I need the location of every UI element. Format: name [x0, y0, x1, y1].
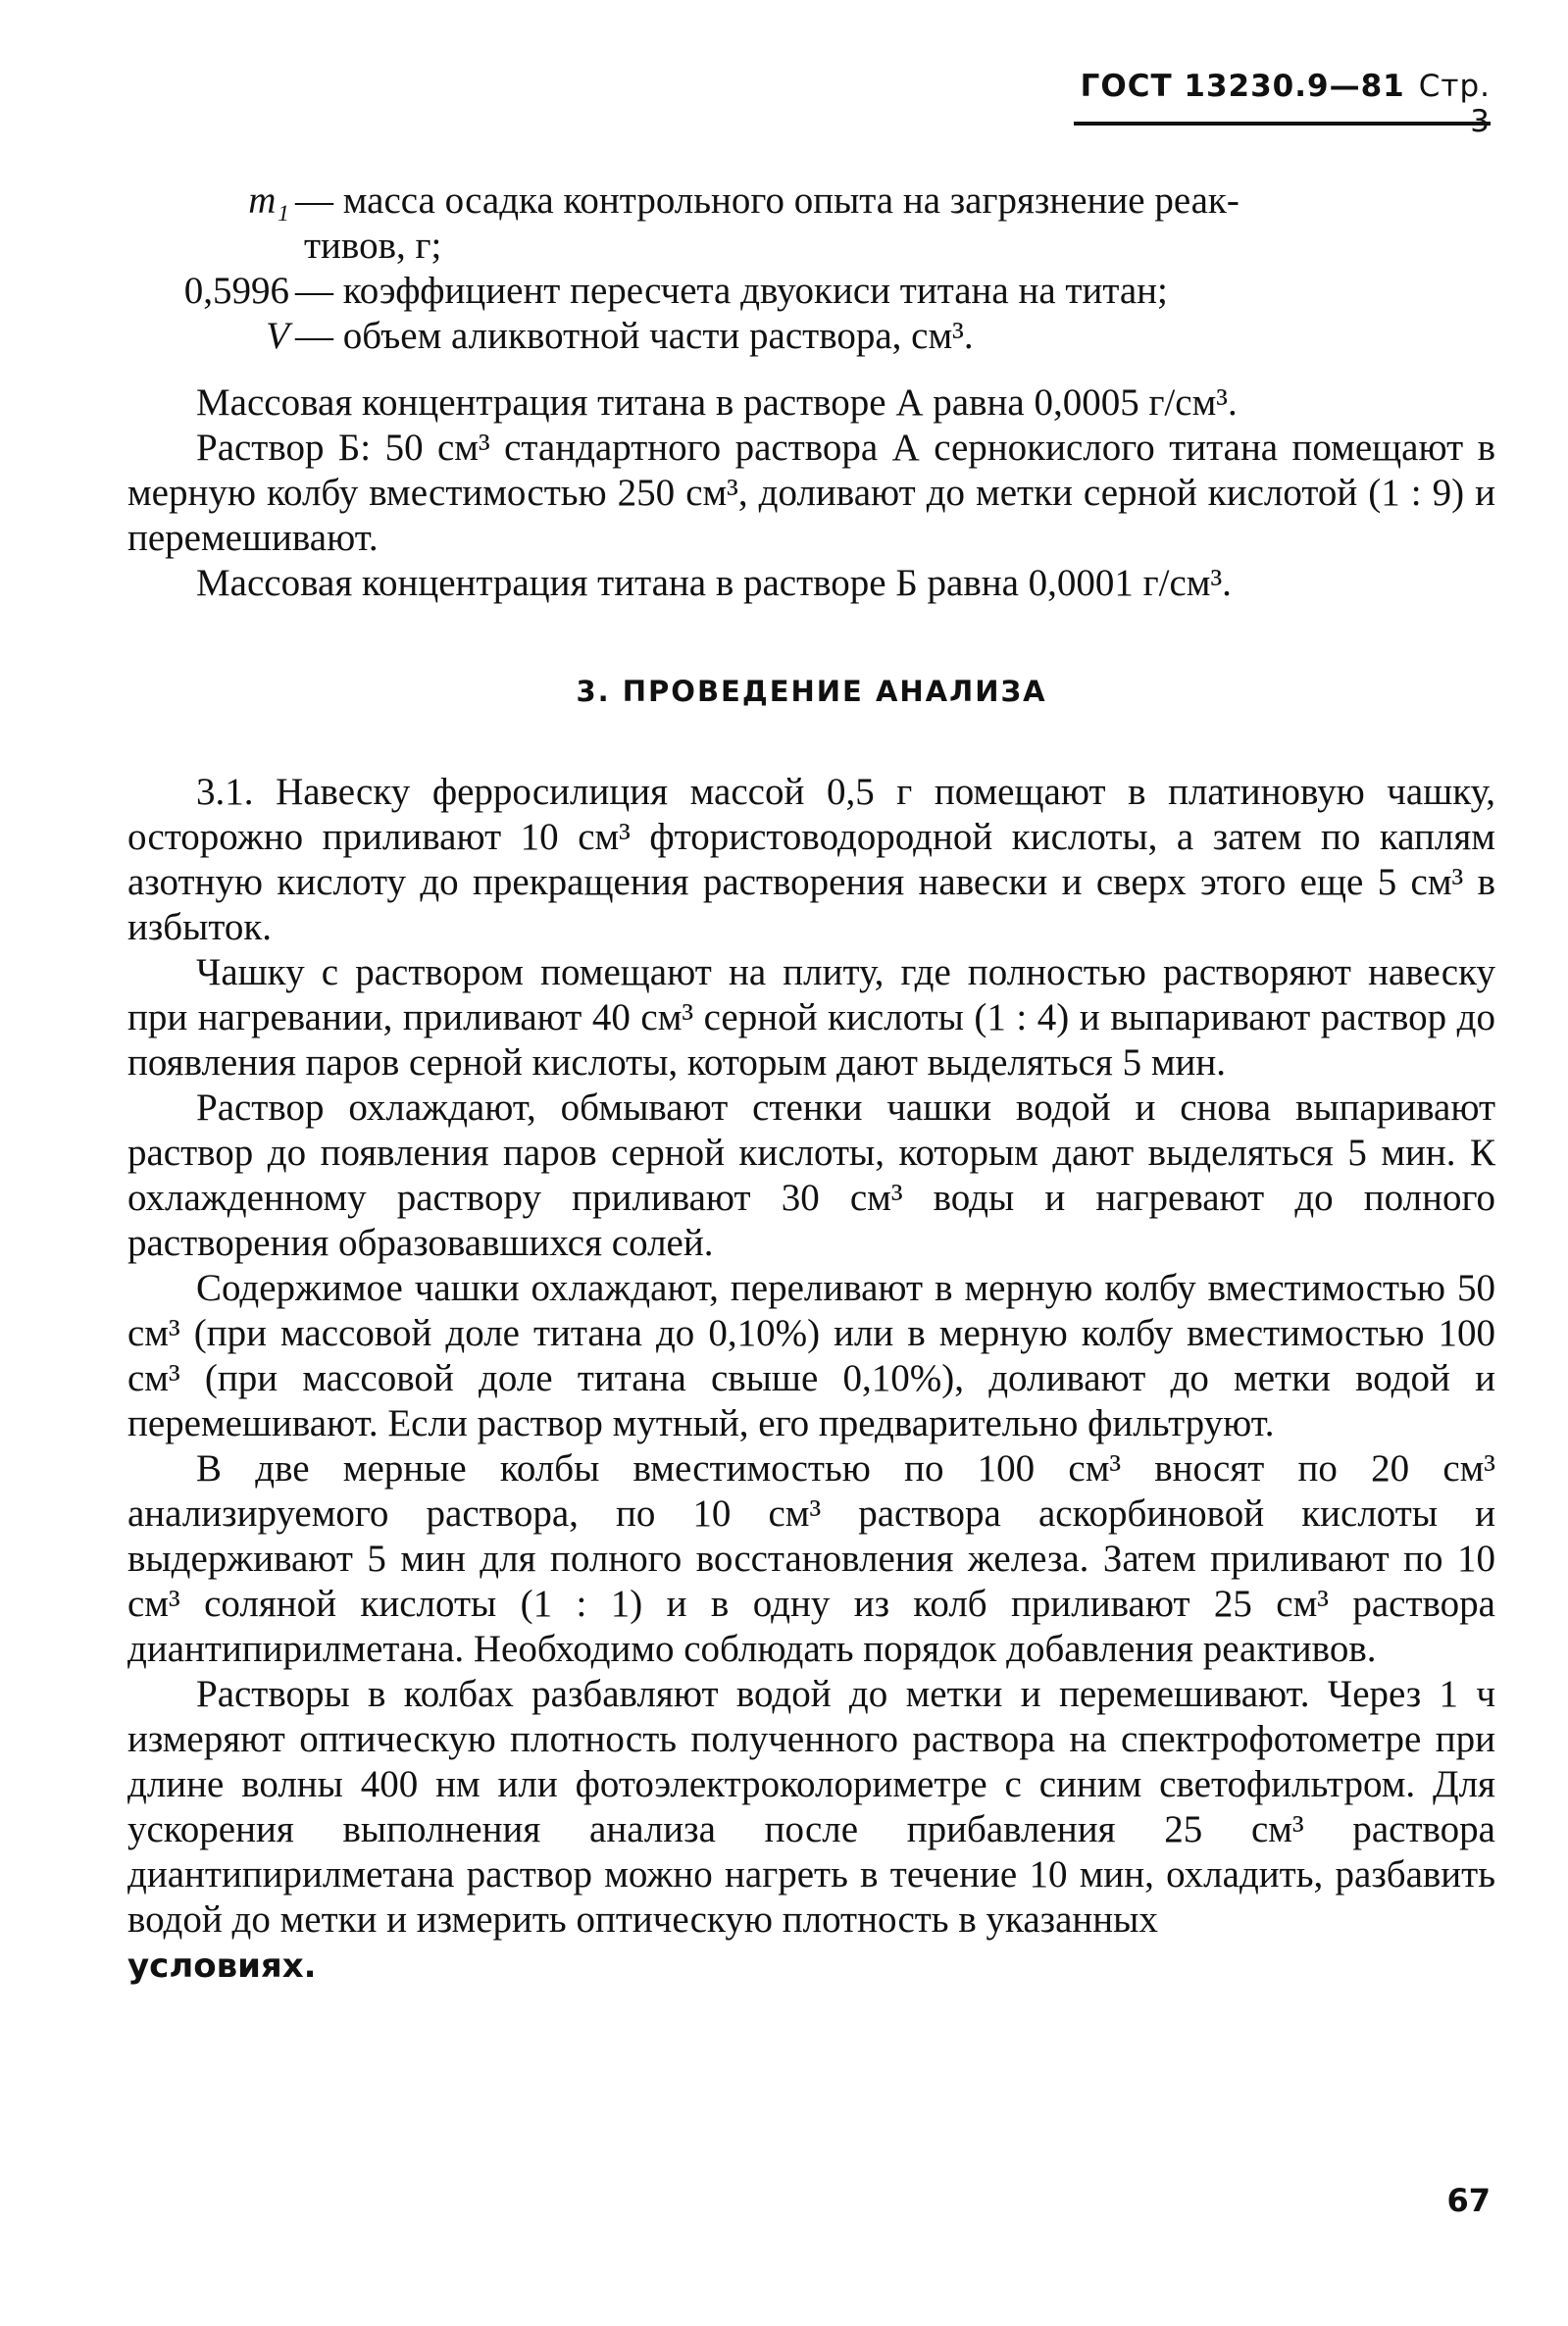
paragraph: Массовая концентрация титана в растворе Б равна 0,0001 г/см³.	[196, 562, 1232, 604]
paragraph-text: Растворы в колбах разбавляют водой до метки и перемешивают. Через 1 ч измеряют оптическую плотность полученного раствора на спектрофотометре при длине волны 400 нм или фотоэлектроколориметре с синим светофильтром. Для ускорения выполнения анализа после прибавления 25 см³ раствора диантипирилметана раствор можно нагреть в течение 10 мин, охладить, разбавить водой до метки и измерить оптическую плотность в указанных	[127, 1673, 1495, 1941]
definition-text: — объем аликвотной части раствора, см³.	[295, 315, 974, 357]
paragraph: Раствор Б: 50 см³ стандартного раствора А сернокислого титана помещают в мерную колбу вместимостью 250 см³, доливают до метки серной кислотой (1 : 9) и перемешивают.	[127, 427, 1495, 559]
definition-coefficient	[127, 269, 1495, 314]
definitions-list	[127, 178, 1495, 359]
page-label: Стр.	[1418, 69, 1491, 104]
paragraph: Раствор охлаждают, обмывают стенки чашки водой и снова выпаривают раствор до появления паров серной кислоты, которым дают выделяться 5 мин. К охлажденному раствору приливают 30 см³ воды и нагревают до полного растворения образовавшихся солей.	[127, 1087, 1495, 1264]
paragraph: Содержимое чашки охлаждают, переливают в мерную колбу вместимостью 50 см³ (при массовой доле титана до 0,10%) или в мерную колбу вместимостью 100 см³ (при массовой доле титана свыше 0,10%), доливают до метки водой и перемешивают. Если раствор мутный, его предварительно фильтруют.	[127, 1267, 1495, 1444]
definition-m1	[127, 178, 1495, 224]
paragraph-last-word: условиях.	[127, 1947, 317, 1986]
paragraph: 3.1. Навеску ферросилиция массой 0,5 г помещают в платиновую чашку, осторожно приливают 10 см³ фтористоводородной кислоты, а затем по каплям азотную кислоту до прекращения растворения навески и сверх этого еще 5 см³ в избыток.	[127, 771, 1495, 948]
paragraph: В две мерные колбы вместимостью по 100 см³ вносят по 20 см³ анализируемого раствора, по 10 см³ раствора аскорбиновой кислоты и выдерживают 5 мин для полного восстановления железа. Затем приливают по 10 см³ соляной кислоты (1 : 1) и в одну из колб приливают 25 см³ раствора диантипирилметана. Необходимо соблюдать порядок добавления реактивов.	[127, 1447, 1495, 1670]
definition-term: V	[266, 315, 289, 357]
standard-number: ГОСТ 13230.9—81	[1080, 69, 1405, 104]
paragraph: Чашку с раствором помещают на плиту, где полностью растворяют навеску при нагревании, приливают 40 см³ серной кислоты (1 : 4) и выпаривают раствор до появления паров серной кислоты, которым дают выделяться 5 мин.	[127, 951, 1495, 1084]
page-number: 67	[1446, 2182, 1491, 2219]
definition-term: m₁	[248, 179, 289, 222]
header-rule	[1074, 122, 1491, 126]
analysis-section	[127, 770, 1495, 1989]
definition-text: — масса осадка контрольного опыта на загрязнение реак-	[295, 179, 1239, 222]
paragraph	[127, 1672, 1495, 1989]
definition-text: — коэффициент пересчета двуокиси титана на титан;	[295, 270, 1168, 312]
definition-volume	[127, 314, 1495, 359]
page-header	[1069, 69, 1491, 139]
definition-continuation: тивов, г;	[304, 225, 442, 267]
reagents-section	[127, 380, 1495, 606]
paragraph: Массовая концентрация титана в растворе А равна 0,0005 г/см³.	[196, 381, 1238, 424]
definition-term: 0,5996	[183, 270, 289, 312]
section-title: 3. ПРОВЕДЕНИЕ АНАЛИЗА	[576, 675, 1047, 708]
